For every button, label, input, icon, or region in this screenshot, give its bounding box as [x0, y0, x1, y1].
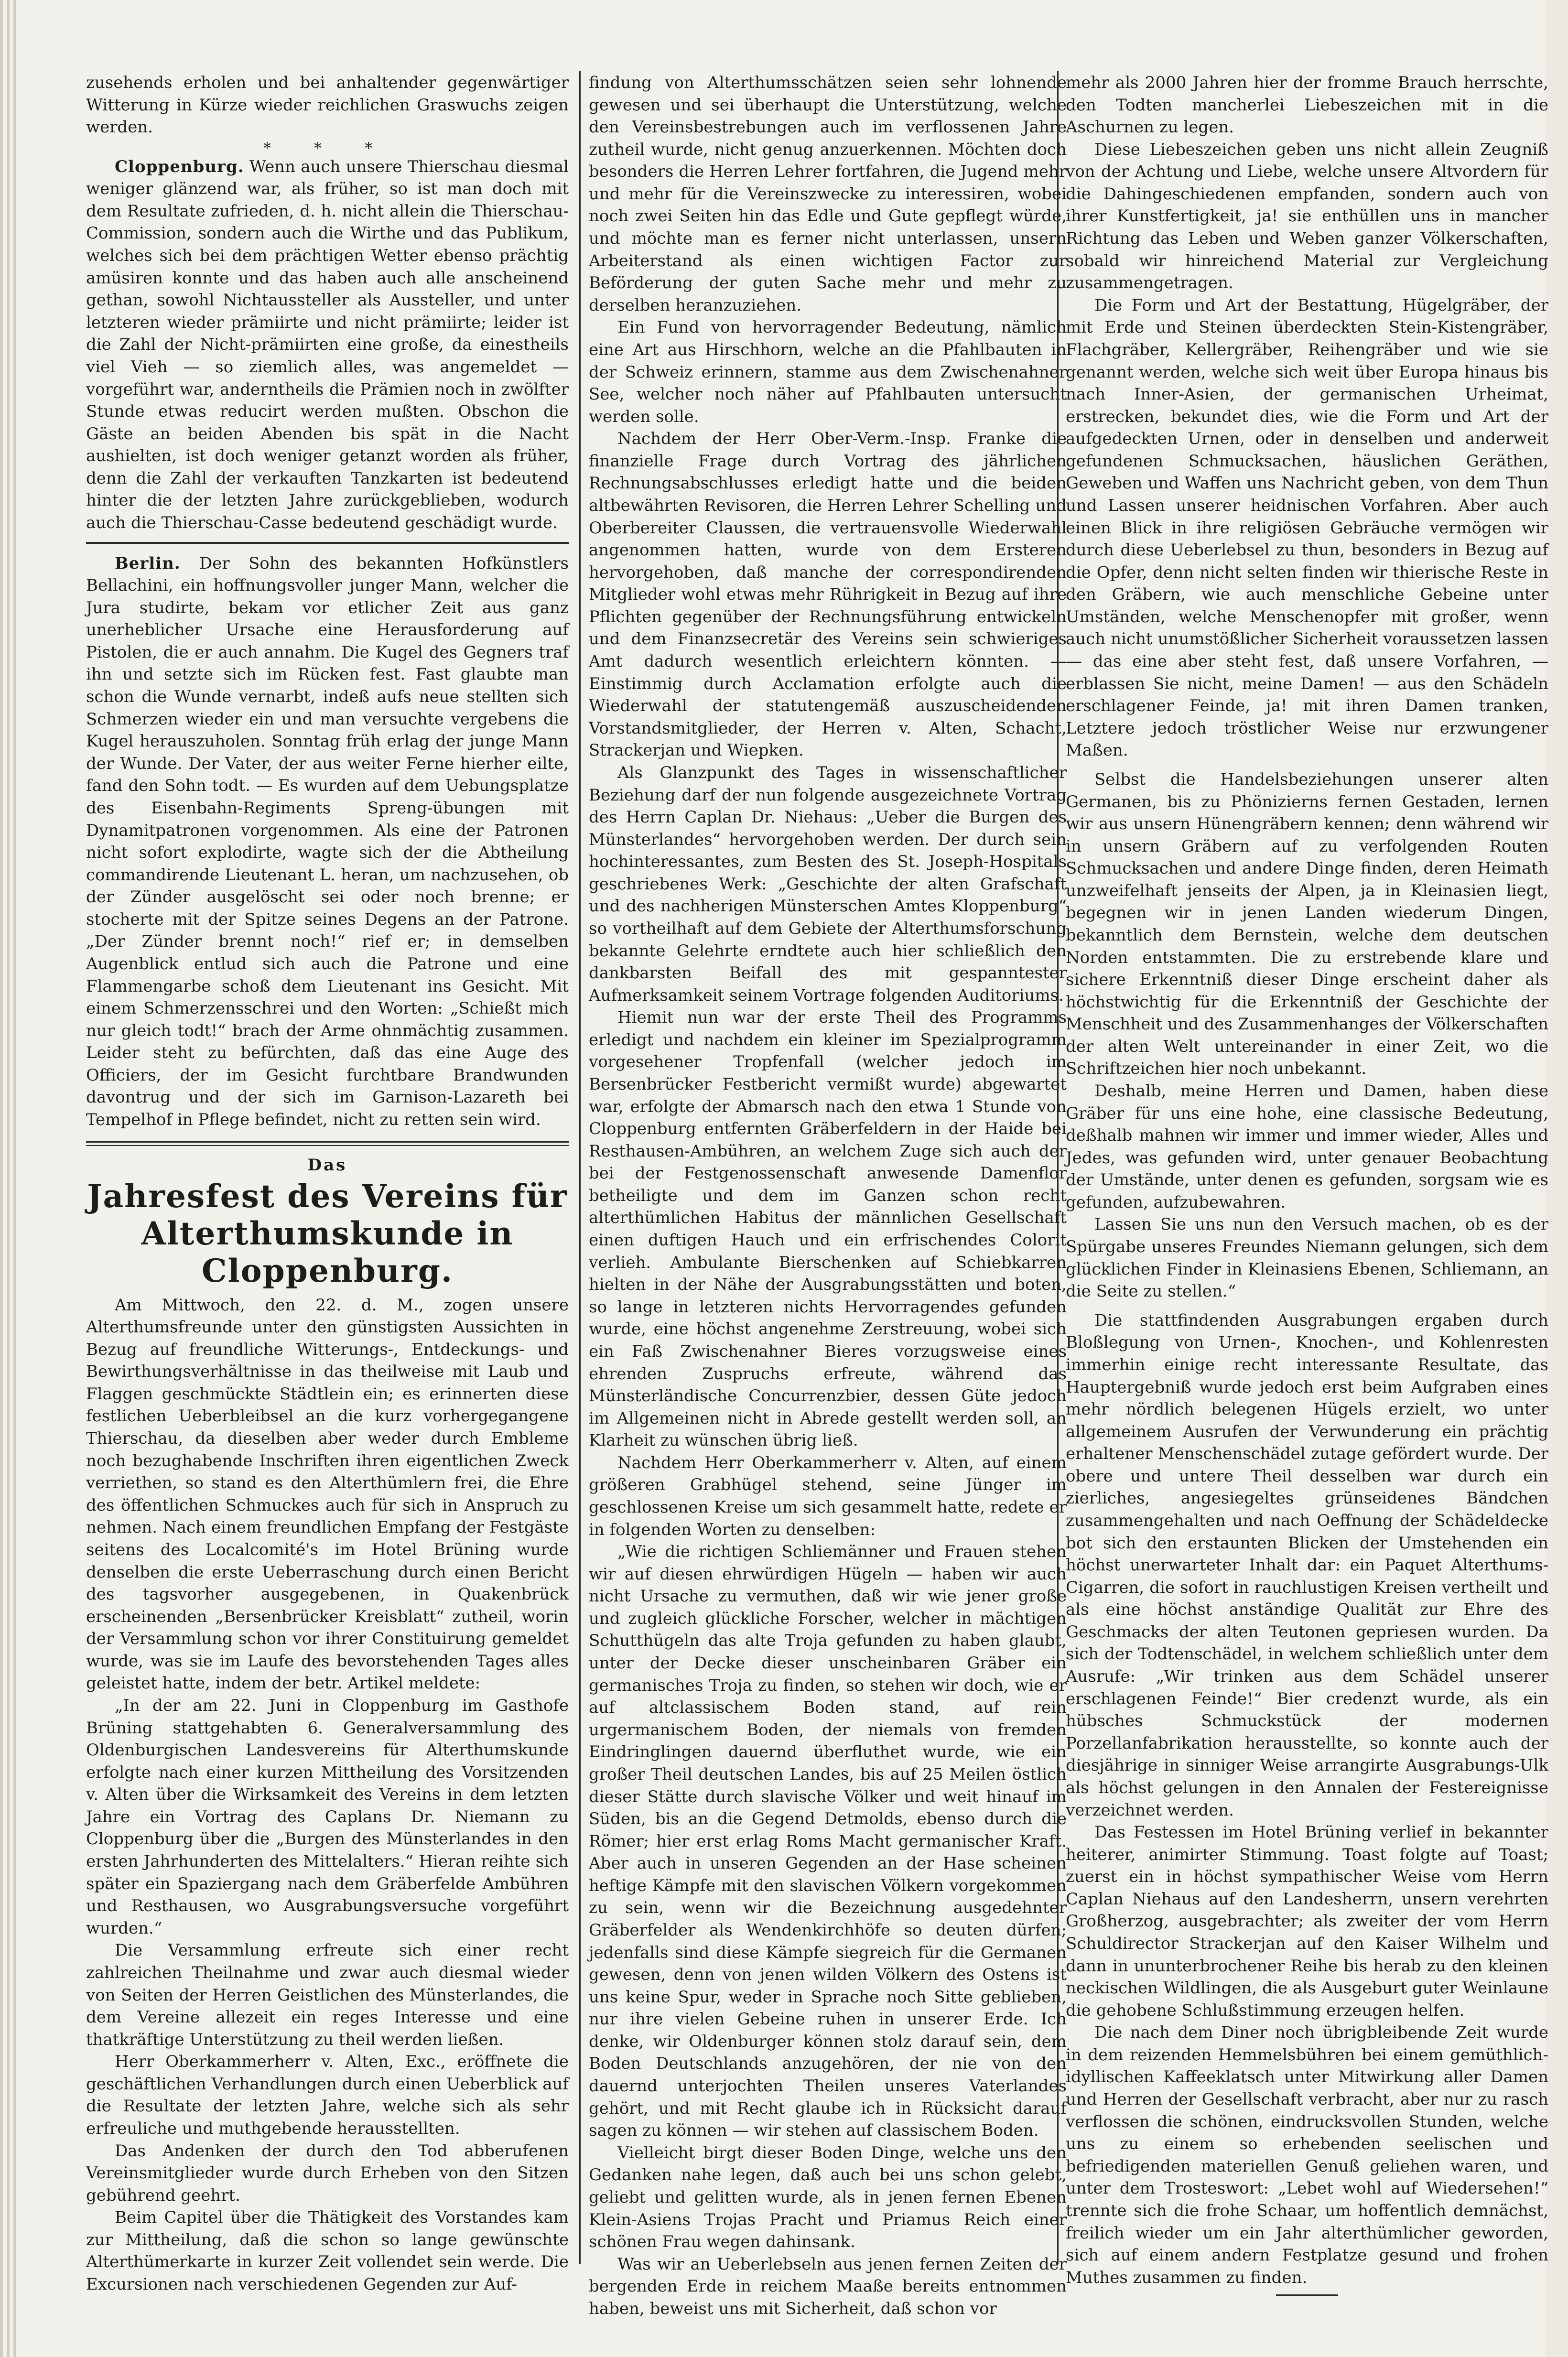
news-item-berlin: [86, 552, 569, 1131]
paragraph: Diese Liebeszeichen geben uns nicht allein Zeugniß von der Achtung und Liebe, welche unsere Altvordern für die Dahingeschiedenen empfanden, sondern auch von ihrer Kunstfertigkeit, ja! sie enthüllen uns in mancher Richtung das Leben und Weben ganzer Völkerschaften, sobald wir hinreichend Material zur Vergleichung zusammengetragen.: [1066, 140, 1548, 293]
paragraph: Beim Capitel über die Thätigkeit des Vorstandes kam zur Mittheilung, daß die schon so lange gewünschte Alterthümerkarte in kurzer Zeit vollendet sein werde. Die Excursionen nach verschiedenen Gegenden zur Auf-: [86, 2208, 569, 2294]
article-end-rule: [1276, 2294, 1338, 2296]
paragraph: Selbst die Handelsbeziehungen unserer alten Germanen, bis zu Phönizierns fernen Gestaden, lernen wir aus unsern Hünengräbern kennen; denn während wir in unsern Gräbern auf zu verfolgenden Routen Schmucksachen und andere Dinge finden, deren Heimath unzweifelhaft jenseits der Alpen, ja in Kleinasien liegt, begegnen wir in jenen Landen wiederum Dingen, bekanntlich dem Bernstein, welche dem deutschen Norden entstammten. Die zu erstrebende klare und sichere Erkenntniß dieser Dinge erscheint daher als höchstwichtig für die Erkenntniß der Geschichte der Menschheit und des Zusammenhanges der Völkerschaften der alten Welt untereinander in einer Zeit, wo die Schriftzeichen hier noch unbekannt.: [1066, 769, 1548, 1079]
section-separator-stars: * * *: [263, 139, 392, 157]
paragraph: „Wie die richtigen Schliemänner und Frauen stehen wir auf diesen ehrwürdigen Hügeln — haben wir auch nicht Ursache zu vermuthen, daß wir wie jener große und zugleich glückliche Forscher, welcher in mächtigen Schutthügeln das alte Troja gefunden zu haben glaubt, unter der Decke dieser unscheinbaren Gräber ein germanisches Troja zu finden, so stehen wir doch, wie er auf altclassischem Boden stand, auf rein urgermanischem Boden, der niemals von fremden Eindringlingen dauernd überfluthet wurde, wie ein großer Theil deutschen Landes, bis auf 25 Meilen östlich dieser Stätte durch slavische Völker und weit hinauf im Süden, bis an die Gegend Detmolds, ebenso durch die Römer; hier erst erlag Roms Macht germanischer Kraft. Aber auch in unseren Gegenden an der Hase scheinen heftige Kämpfe mit den slavischen Völkern vorgekommen zu sein, wenn wir die Bezeichnung ausgedehnter Gräberfelder als Wendenkirchhöfe so deuten dürfen; jedenfalls sind diese Kämpfe siegreich für die Germanen gewesen, denn von jenen wilden Völkern des Ostens ist uns keine Spur, weder in Sprache noch Sitte geblieben, nur ihre vielen Gebeine ruhen in unserer Erde. Ich denke, wir Oldenburger können stolz darauf sein, dem Boden Deutschlands anzugehören, der nie von den dauernd unterjochten Theilen unseres Vaterlandes gehört, und mit Recht glaube ich in Rücksicht darauf sagen zu können — wir stehen auf classischem Boden.: [589, 1542, 1067, 2141]
page-edge: [0, 0, 3, 2357]
news-item-cloppenburg: [86, 156, 569, 534]
paragraph: Die Versammlung erfreute sich einer recht zahlreichen Theilnahme und zwar auch diesmal wieder von Seiten der Herren Geistlichen des Münsterlandes, die dem Vereine allezeit ein reges Interesse und eine thatkräftige Unterstützung zu theil werden ließen.: [86, 1941, 569, 2049]
paragraph: zusehends erholen und bei anhaltender gegenwärtiger Witterung in Kürze wieder reichlichen Graswuchs zeigen werden.: [86, 73, 569, 137]
paragraph: Lassen Sie uns nun den Versuch machen, ob es der Spürgabe unseres Freundes Niemann gelungen, sich dem glücklichen Finder in Kleinasiens Ebenen, Schliemann, an die Seite zu stellen.“: [1066, 1215, 1548, 1301]
place-heading: Berlin.: [115, 553, 181, 573]
column-left: [86, 72, 569, 2296]
column-right: [1066, 72, 1548, 2296]
paragraph: Am Mittwoch, den 22. d. M., zogen unsere Alterthumsfreunde unter den günstigsten Aussichten in Bezug auf freundliche Witterungs-, Entdeckungs- und Bewirthungsverhältnisse in das theilweise mit Laub und Flaggen geschmückte Städtlein ein; es erinnerten diese festlichen Ueberbleibsel an die kurz vorhergegangene Thierschau, da dieselben aber weder durch Embleme noch bezughabende Inschriften ihren eigentlichen Zweck verriethen, so stand es den Alterthümlern frei, die Ehre des öffentlichen Schmuckes auch für sich in Anspruch zu nehmen. Nach einem freundlichen Empfang der Festgäste seitens des Localcomité's im Hotel Brüning wurde denselben die erste Ueberraschung durch einen Bericht des tagsvorher ausgegebenen, in Quakenbrück erscheinenden „Bersenbrücker Kreisblatt“ zutheil, worin der Versammlung schon vor ihrer Constituirung gemeldet wurde, was sie im Laufe des bevorstehenden Tages alles geleistet hatte, indem der betr. Artikel meldete:: [86, 1295, 569, 1693]
paragraph: Was wir an Ueberlebseln aus jenen fernen Zeiten der bergenden Erde in reichem Maaße bereits entnommen haben, beweist uns mit Sicherheit, daß schon vor: [589, 2254, 1067, 2318]
right-margin: [1546, 0, 1568, 2357]
paragraph: Das Andenken der durch den Tod abberufenen Vereinsmitglieder wurde durch Erheben von den Sitzen gebührend geehrt.: [86, 2141, 569, 2205]
article-divider: [86, 1141, 569, 1146]
paragraph: Vielleicht birgt dieser Boden Dinge, welche uns den Gedanken nahe legen, daß auch bei uns schon gelebt, geliebt und gelitten wurde, als in jenen fernen Ebenen Klein-Asiens Trojas Pracht und Priamus Reich einer schönen Frau wegen dahinsank.: [589, 2143, 1067, 2252]
paragraph: Die Form und Art der Bestattung, Hügelgräber, der mit Erde und Steinen überdeckten Stein-Kistengräber, Flachgräber, Kellergräber, Reihengräber und wie sie genannt werden, welche sich weit über Europa hinaus bis nach Inner-Asien, der germanischen Urheimat, erstrecken, bekundet dies, wie die Form und Art der aufgedeckten Urnen, oder in denselben und anderweit gefundenen Schmucksachen, häuslichen Geräthen, Geweben und Waffen uns Nachricht geben, von dem Thun und Lassen unserer heidnischen Vorfahren. Aber auch einen Blick in ihre religiösen Gebräuche vermögen wir durch diese Ueberlebsel zu thun, besonders in Bezug auf die Opfer, denn nicht selten finden wir thierische Reste in den Gräbern, wie auch menschliche Gebeine unter Umständen, welche Menschenopfer mit großer, wenn auch nicht unumstößlicher Sicherheit voraussetzen lassen — das eine aber steht fest, daß unsere Vorfahren, — erblassen Sie nicht, meine Damen! — aus den Schädeln erschlagener Feinde, ja! mit ihren Damen tranken, Letztere jedoch tröstlicher Weise nur erzwungener Maßen.: [1066, 295, 1548, 760]
news-text: Der Sohn des bekannten Hofkünstlers Bellachini, ein hoffnungsvoller junger Mann, welcher die Jura studirte, bekam vor etlicher Zeit aus ganz unerheblicher Ursache eine Herausforderung auf Pistolen, die er auch annahm. Die Kugel des Gegners traf ihn und setzte sich im Rücken fest. Fast glaubte man schon die Wunde vernarbt, indeß aufs neue stellten sich Schmerzen wieder ein und man versuchte vergebens die Kugel herauszuholen. Sonntag früh erlag der junge Mann der Wunde. Der Vater, der aus weiter Ferne hierher eilte, fand den Sohn todt. — Es wurden auf dem Uebungsplatze des Eisenbahn-Regiments Spreng-übungen mit Dynamitpatronen vorgenommen. Als eine der Patronen nicht sofort explodirte, wagte sich der die Abtheilung commandirende Lieutenant L. heran, um nachzusehen, ob der Zünder ausgelöscht sei oder noch brenne; er stocherte mit der Spitze seines Degens an der Patrone. „Der Zünder brennt noch!“ rief er; in demselben Augenblick entlud sich auch die Patrone und eine Flammengarbe schoß dem Lieutenant ins Gesicht. Mit einem Schmerzensschrei und den Worten: „Schießt mich nur gleich todt!“ brach der Arme ohnmächtig zusammen. Leider steht zu befürchten, daß das eine Auge des Officiers, der im Gesicht furchtbare Brandwunden davontrug und der sich im Garnison-Lazareth bei Tempelhof in Pflege befindet, nicht zu retten sein wird.: [86, 553, 569, 1130]
paragraph: Hiemit nun war der erste Theil des Programms erledigt und nachdem ein kleiner im Spezialprogramm vorgesehener Tropfenfall (welcher jedoch im Bersenbrücker Festbericht vermißt wurde) abgewartet war, erfolgte der Abmarsch nach den etwa 1 Stunde von Cloppenburg entfernten Gräberfeldern in der Haide bei Resthausen-Ambühren, an welchem Zuge sich auch der bei der Festgenossenschaft anwesende Damenflor betheiligte und dem im Ganzen schon recht alterthümlichen Habitus der männlichen Gesellschaft einen duftigen Hauch und ein erfrischendes Colorit verlieh. Ambulante Bierschenken auf Schiebkarren hielten in der Nähe der Ausgrabungsstätten und boten, so lange in letzteren nichts Hervorragendes gefunden wurde, eine höchst angenehme Zerstreuung, wobei sich ein Faß Zwischenahner Bieres vorzugsweise eines ehrenden Zuspruchs erfreute, während das Münsterländische Concurrenzbier, dessen Güte jedoch im Allgemeinen nicht in Abrede gestellt werden soll, an Klarheit zu wünschen übrig ließ.: [589, 1008, 1067, 1450]
paragraph: „In der am 22. Juni in Cloppenburg im Gasthofe Brüning stattgehabten 6. Generalversammlung des Oldenburgischen Landesvereins für Alterthumskunde erfolgte nach einer kurzen Mittheilung des Vorsitzenden v. Alten über die Wirksamkeit des Vereins in dem letzten Jahre ein Vortrag des Caplans Dr. Niemann zu Cloppenburg über die „Burgen des Münsterlandes in den ersten Jahrhunderten des Mittelalters.“ Hieran reihte sich später ein Spaziergang nach dem Gräberfelde Ambühren und Resthausen, wo Ausgrabungsversuche vorgeführt wurden.“: [86, 1696, 569, 1938]
page-edge: [13, 0, 16, 2357]
article-preheading: Das: [307, 1155, 347, 1175]
paragraph: Die stattfindenden Ausgrabungen ergaben durch Bloßlegung von Urnen-, Knochen-, und Kohlenresten immerhin einige recht interessante Resultate, das Hauptergebniß wurde jedoch erst beim Aufgraben eines mehr nördlich belegenen Hügels erzielt, wo unter allgemeinem Ausrufen der Verwunderung ein prächtig erhaltener Menschenschädel zutage gefördert wurde. Der obere und untere Theil desselben war durch ein zierliches, angesiegeltes grünseidenes Bändchen zusammengehalten und nach Oeffnung der Schädeldecke bot sich den erstaunten Blicken der Umstehenden ein höchst unerwarteter Inhalt dar: ein Paquet Alterthums-Cigarren, die sofort in rauchlustigen Kreisen vertheilt und als eine höchst anständige Qualität zur Ehre des Geschmacks der alten Teutonen gepriesen wurden. Da sich der Todtenschädel, in welchem schließlich unter dem Ausrufe: „Wir trinken aus dem Schädel unserer erschlagenen Feinde!“ Bier credenzt wurde, als ein hübsches Schmuckstück der modernen Porzellanfabrikation herausstellte, so konnte auch der diesjährige in sinniger Weise arrangirte Ausgrabungs-Ulk als höchst gelungen in den Annalen der Festereignisse verzeichnet werden.: [1066, 1310, 1548, 1820]
article-title: Jahresfest des Vereins für Alterthumskunde in Cloppenburg.: [87, 1177, 568, 1289]
news-text: Wenn auch unsere Thierschau diesmal weniger glänzend war, als früher, so ist man doch mit dem Resultate zufrieden, d. h. nicht allein die Thierschau-Commission, sondern auch die Wirthe und das Publikum, welches sich bei dem prächtigen Wetter ebenso prächtig amüsiren konnte und das haben auch alle anscheinend gethan, sowohl Nichtaussteller als Aussteller, und unter letzteren wieder prämiirte und nicht prämiirte; leider ist die Zahl der Nicht-prämiirten eine große, da einestheils viel Vieh — so ziemlich alles, was angemeldet — vorgeführt war, anderntheils die Prämien noch in zwölfter Stunde etwas reducirt werden mußten. Obschon die Gäste an beiden Abenden bis spät in die Nacht aushielten, ist doch weniger getanzt worden als früher, denn die Zahl der verkauften Tanzkarten ist bedeutend hinter die der letzten Jahre zurückgeblieben, wodurch auch die Thierschau-Casse bedeutend geschädigt wurde.: [86, 157, 569, 532]
column-rule: [579, 71, 581, 2264]
paragraph: Ein Fund von hervorragender Bedeutung, nämlich eine Art aus Hirschhorn, welche an die Pfahlbauten in der Schweiz erinnern, stamme aus dem Zwischenahner See, welcher noch näher auf Pfahlbauten untersucht werden solle.: [589, 318, 1067, 426]
paragraph: Deshalb, meine Herren und Damen, haben diese Gräber für uns eine hohe, eine classische Bedeutung, deßhalb mahnen wir immer und immer wieder, Alles und Jedes, was gefunden wird, unter genauer Beobachtung der Umstände, unter denen es gefunden, sorgsam wie es gefunden, aufzubewahren.: [1066, 1081, 1548, 1212]
paragraph: findung von Alterthumsschätzen seien sehr lohnende gewesen und sei überhaupt die Unterstützung, welche den Vereinsbestrebungen auch im verflossenen Jahre zutheil wurde, nicht genug anzuerkennen. Möchten doch besonders die Herren Lehrer fortfahren, die Jugend mehr und mehr für die Vereinszwecke zu interessiren, wobei noch zwei Seiten hin das Edle und Gute gepflegt würde, und möchte man es ferner nicht unterlassen, unsern Arbeiterstand als einen wichtigen Factor zur Beförderung der guten Sache mehr und mehr zu derselben heranzuziehen.: [589, 73, 1067, 315]
paragraph: Nachdem der Herr Ober-Verm.-Insp. Franke die finanzielle Frage durch Vortrag des jährlichen Rechnungsabschlusses erledigt hatte und die beiden altbewährten Revisoren, die Herren Lehrer Schelling und Oberbereiter Claussen, die vertrauensvolle Wiederwahl angenommen hatten, wurde von dem Ersteren hervorgehoben, daß manche der correspondirenden Mitglieder wohl etwas mehr Rührigkeit in Bezug auf ihre Pflichten gegenüber der Rechnungsführung entwickeln und dem Finanzsecretär des Vereins sein schwieriges Amt dadurch wesentlich erleichtern könnten. — Einstimmig durch Acclamation erfolgte auch die Wiederwahl der statutengemäß auszuscheidenden Vorstandsmitglieder, der Herren v. Alten, Schacht, Strackerjan und Wiepken.: [589, 429, 1067, 760]
place-heading: Cloppenburg.: [115, 157, 244, 176]
paragraph: Die nach dem Diner noch übrigbleibende Zeit wurde in dem reizenden Hemmelsbühren bei einem gemüthlich-idyllischen Kaffeeklatsch unter Mitwirkung aller Damen und Herren der Gesellschaft verbracht, aber nur zu rasch verflossen die schönen, eindrucksvollen Stunden, welche uns zu einem so erhebenden seelischen und befriedigenden materiellen Genuß geliehen waren, und unter dem Trosteswort: „Lebet wohl auf Wiedersehen!“ trennte sich die frohe Schaar, um hoffentlich demnächst, freilich wieder um ein Jahr alterthümlicher geworden, sich auf einem andern Festplatze gesund und frohen Muthes zusammen zu finden.: [1066, 2023, 1548, 2287]
paragraph: mehr als 2000 Jahren hier der fromme Brauch herrschte, den Todten mancherlei Liebeszeichen mit in die Aschurnen zu legen.: [1066, 73, 1548, 137]
paragraph: Als Glanzpunkt des Tages in wissenschaftlicher Beziehung darf der nun folgende ausgezeichnete Vortrag des Herrn Caplan Dr. Niehaus: „Ueber die Burgen des Münsterlandes“ hervorgehoben werden. Der durch sein hochinteressantes, zum Besten des St. Joseph-Hospitals geschriebenes Werk: „Geschichte der alten Grafschaft und des nachherigen Münsterschen Amtes Kloppenburg“ so vortheilhaft auf dem Gebiete der Alterthumsforschung bekannte Gelehrte erndtete auch hier schließlich den dankbarsten Beifall des mit gespanntester Aufmerksamkeit seinem Vortrage folgenden Auditoriums.: [589, 763, 1067, 1005]
page-edge: [7, 0, 10, 2357]
paragraph: Herr Oberkammerherr v. Alten, Exc., eröffnete die geschäftlichen Verhandlungen durch einen Ueberblick auf die Resultate der letzten Jahre, welche sich als sehr erfreuliche und muthgebende herausstellten.: [86, 2052, 569, 2138]
paragraph: Nachdem Herr Oberkammerherr v. Alten, auf einem größeren Grabhügel stehend, seine Jünger im geschlossenen Kreise um sich gesammelt hatte, redete er in folgenden Worten zu denselben:: [589, 1453, 1067, 1539]
column-middle: [589, 72, 1067, 2320]
divider: [86, 542, 569, 544]
paragraph: Das Festessen im Hotel Brüning verlief in bekannter heiterer, animirter Stimmung. Toast folgte auf Toast; zuerst ein in höchst sympathischer Weise vom Herrn Caplan Niehaus auf den Landesherrn, unsern verehrten Großherzog, ausgebrachter; als zweiter der vom Herrn Schuldirector Strackerjan auf den Kaiser Wilhelm und dann in ununterbrochener Reihe bis herab zu den kleinen neckischen Wildlingen, die als Ausgeburt guter Weinlaune die gehobene Schlußstimmung erzeugen helfen.: [1066, 1823, 1548, 2020]
